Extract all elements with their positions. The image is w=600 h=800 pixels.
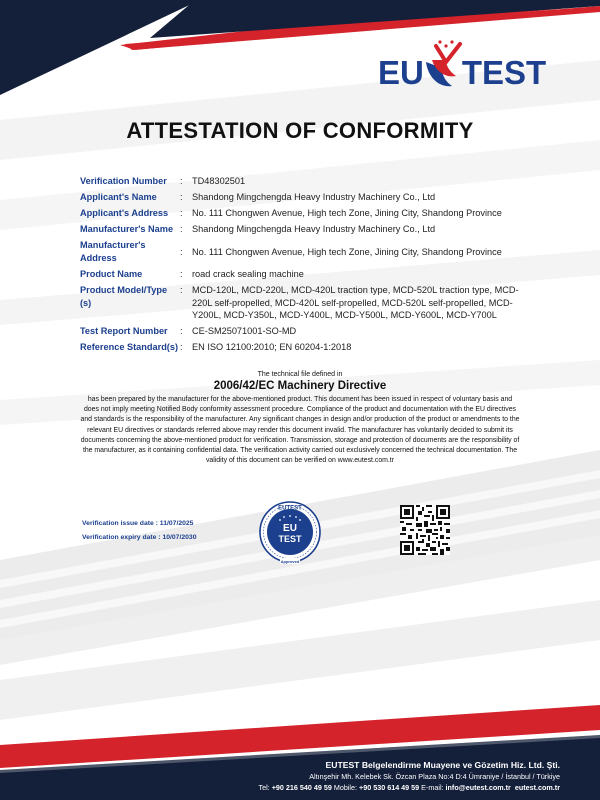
- field-reference-standards: Reference Standard(s) : EN ISO 12100:2010; EN 60204-1:2018: [80, 341, 520, 354]
- logo-text-eu: EU: [378, 54, 424, 91]
- email-label: E-mail:: [421, 783, 444, 792]
- mobile-value[interactable]: +90 530 614 49 59: [359, 783, 420, 792]
- directive-name: 2006/42/EC Machinery Directive: [213, 380, 387, 392]
- field-label: Reference Standard(s): [80, 342, 179, 353]
- field-label: Test Report Number: [80, 326, 168, 337]
- field-label: Applicant's Name: [80, 192, 157, 203]
- field-product-name: Product Name : road crack sealing machine: [80, 268, 520, 281]
- certificate-details: [80, 175, 520, 357]
- logo-emblem-icon: [422, 38, 464, 90]
- field-label: Manufacturer's Address: [80, 240, 146, 263]
- field-applicant-address: Applicant's Address : No. 111 Chongwen Avenue, High tech Zone, Jining City, Shandong Province: [80, 207, 520, 220]
- seal-top-text: EUTEST: [278, 505, 302, 512]
- field-manufacturer-name: Manufacturer's Name : Shandong Mingchengda Heavy Industry Machinery Co., Ltd: [80, 223, 520, 236]
- tel-label: Tel:: [258, 783, 270, 792]
- field-verification-number: Verification Number : TD48302501: [80, 175, 520, 188]
- field-value: MCD-120L, MCD-220L, MCD-420L traction type, MCD-520L traction type, MCD-220L self-propelled, MCD-420L self-propelled, MCD-520L self-propelled, MCD-Y200L, MCD-Y350L, MCD-Y400L, MCD-Y500L, MCD-Y600L, MCD-Y700L: [192, 285, 519, 321]
- technical-intro: The technical file defined in: [257, 371, 343, 378]
- verification-dates: [82, 517, 196, 545]
- logo-text-test: TEST: [461, 54, 547, 91]
- footer-company: EUTEST Belgelendirme Muayene ve Gözetim Hiz. Ltd. Şti.: [325, 760, 560, 770]
- seal-mid2-text: TEST: [278, 534, 302, 544]
- field-label: Product Model/Type (s): [80, 285, 168, 308]
- mobile-label: Mobile:: [333, 783, 358, 792]
- field-label: Verification Number: [80, 176, 167, 186]
- field-value: Shandong Mingchengda Heavy Industry Machinery Co., Ltd: [192, 224, 436, 235]
- page-title: ATTESTATION OF CONFORMITY: [126, 118, 474, 143]
- field-label: Product Name: [80, 268, 143, 279]
- issue-date: Verification issue date : 11/07/2025: [82, 520, 194, 527]
- tel-value[interactable]: +90 216 540 49 59: [271, 783, 332, 792]
- field-value: road crack sealing machine: [192, 268, 304, 279]
- eutest-logo: [378, 38, 550, 98]
- field-value: TD48302501: [192, 176, 246, 186]
- seal-mid1-text: EU: [283, 523, 297, 534]
- footer-contact: [0, 782, 560, 793]
- field-value: No. 111 Chongwen Avenue, High tech Zone, Jining City, Shandong Province: [192, 246, 502, 257]
- field-value: No. 111 Chongwen Avenue, High tech Zone, Jining City, Shandong Province: [192, 208, 502, 219]
- website-link[interactable]: eutest.com.tr: [514, 783, 560, 792]
- field-label: Applicant's Address: [80, 208, 169, 219]
- field-value: EN ISO 12100:2010; EN 60204-1:2018: [192, 342, 352, 353]
- email-link[interactable]: info@eutest.com.tr: [445, 783, 511, 792]
- footer-address: Altınşehir Mh. Kelebek Sk. Özcan Plaza No:4 D:4 Ümraniye / İstanbul / Türkiye: [309, 772, 560, 781]
- expiry-date: Verification expiry date : 10/07/2030: [82, 534, 197, 541]
- field-value: CE-SM25071001-SO-MD: [192, 326, 297, 337]
- field-product-model: Product Model/Type (s) : MCD-120L, MCD-220L, MCD-420L traction type, MCD-520L traction type, MCD-220L self-propelled, MCD-420L self-propelled, MCD-520L self-propelled, MCD-Y200L, MCD-Y350L, MCD-Y400L, MCD-Y500L, MCD-Y600L, MCD-Y700L: [80, 285, 519, 321]
- field-label: Manufacturer's Name: [80, 224, 174, 235]
- qr-code-icon[interactable]: [400, 505, 450, 555]
- approval-seal-icon: [258, 500, 322, 568]
- field-value: Shandong Mingchengda Heavy Industry Machinery Co., Ltd: [192, 192, 436, 203]
- technical-file-statement: [80, 370, 520, 466]
- technical-body: has been prepared by the manufacturer for the above-mentioned product. This document has been issued in respect of voluntary basis and does not imply meeting Notified Body conformity assessment procedure. Compliance of the product and documentation with the EU directives and standards is the responsibility of the manufacturer. Any significant changes in design and/or production of the product or amendments to the relevant EU directives or standards referred above may render this document invalid. The manufacturer has voluntarily decided to submit its documents concerning the above-mentioned product for verification. Transmission, storage and protection of documents are the responsibility of the manufacturer, as it containing confidential data. The verification activity carried out exclusively concerned the technical documentation. The validity of this document can be verified on www.eutest.com.tr: [80, 396, 520, 465]
- seal-bottom-text: Approved: [280, 559, 300, 564]
- field-manufacturer-address: Manufacturer's Address : No. 111 Chongwen Avenue, High tech Zone, Jining City, Shandong Province: [80, 239, 520, 264]
- footer: [0, 759, 560, 793]
- field-applicant-name: Applicant's Name : Shandong Mingchengda Heavy Industry Machinery Co., Ltd: [80, 191, 520, 204]
- field-test-report-number: Test Report Number : CE-SM25071001-SO-MD: [80, 325, 520, 338]
